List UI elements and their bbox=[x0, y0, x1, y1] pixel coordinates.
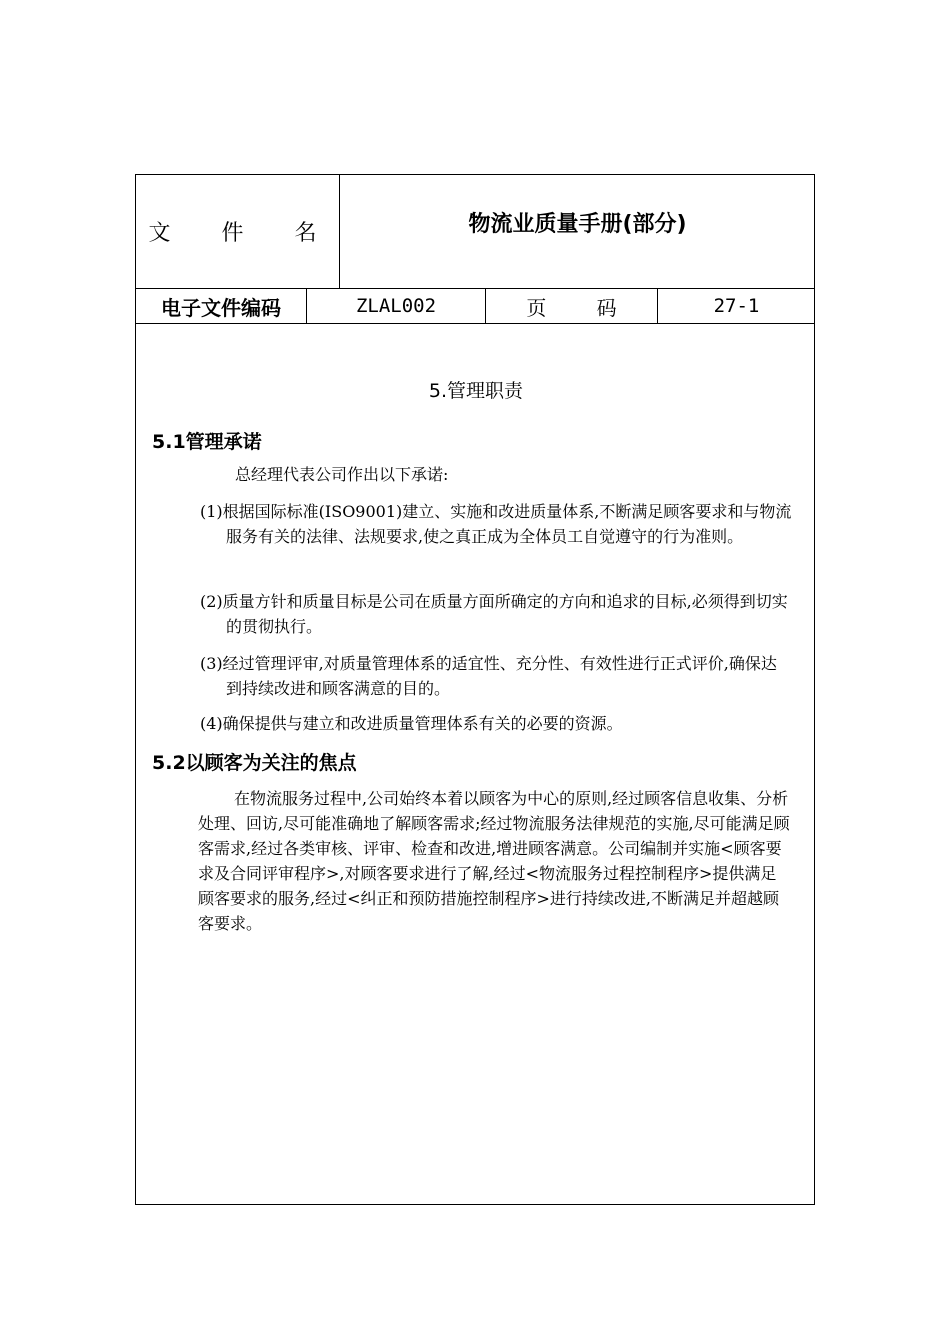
commitment-item-4: (4)确保提供与建立和改进质量管理体系有关的必要的资源。 bbox=[200, 714, 623, 733]
page-label: 页 码 bbox=[526, 295, 639, 320]
page-number: 27-1 bbox=[713, 295, 760, 317]
section-heading-5-2: 5.2以顾客为关注的焦点 bbox=[152, 752, 357, 774]
commitment-intro: 总经理代表公司作出以下承诺: bbox=[235, 465, 449, 484]
commitment-item-2: (2)质量方针和质量目标是公司在质量方面所确定的方向和追求的目标,必须得到切实的贯彻执行。 bbox=[200, 592, 788, 636]
document-frame bbox=[135, 174, 815, 1205]
file-code-value: ZLAL002 bbox=[355, 295, 437, 317]
file-name-label: 文 件 名 bbox=[148, 221, 339, 246]
customer-focus-paragraph: 在物流服务过程中,公司始终本着以顾客为中心的原则,经过顾客信息收集、分析处理、回访,尽可能准确地了解顾客需求;经过物流服务法律规范的实施,尽可能满足顾客需求,经过各类审核、评审、检查和改进,增进顾客满意。公司编制并实施<顾客要求及合同评审程序>,对顾客要求进行了解,经过<物流服务过程控制程序>提供满足顾客要求的服务,经过<纠正和预防措施控制程序>进行持续改进,不断满足并超越顾客要求。 bbox=[198, 789, 790, 933]
commitment-item-1: (1)根据国际标准(ISO9001)建立、实施和改进质量体系,不断满足顾客要求和与物流服务有关的法律、法规要求,使之真正成为全体员工自觉遵守的行为准则。 bbox=[200, 502, 792, 546]
commitment-item-3: (3)经过管理评审,对质量管理体系的适宜性、充分性、有效性进行正式评价,确保达到持续改进和顾客满意的目的。 bbox=[200, 654, 777, 698]
chapter-title: 5.管理职责 bbox=[428, 380, 524, 402]
file-code-label: 电子文件编码 bbox=[161, 295, 281, 320]
document-title: 物流业质量手册(部分) bbox=[468, 212, 687, 237]
code-row-divider bbox=[136, 323, 814, 324]
section-heading-5-1: 5.1管理承诺 bbox=[152, 431, 262, 453]
